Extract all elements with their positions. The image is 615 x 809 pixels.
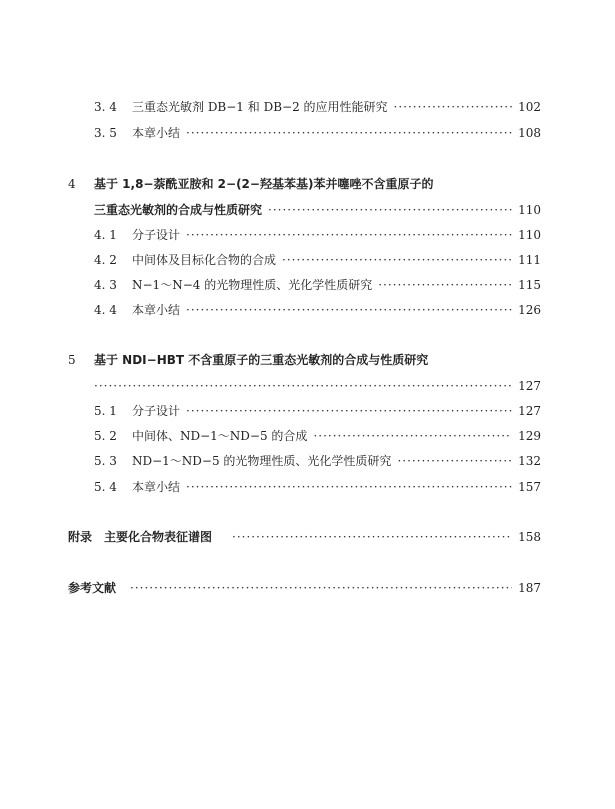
chapter-number: 4 (68, 177, 76, 191)
chapter-title-line1: 基于 1,8−萘酰亚胺和 2−(2−羟基苯基)苯并噻唑不含重原子的 (94, 177, 434, 191)
toc-entry[interactable] (94, 428, 541, 444)
toc-entry[interactable] (94, 99, 541, 115)
entry-number: 5. 1 (94, 404, 117, 418)
toc-entry[interactable] (94, 302, 541, 318)
entry-page: 132 (518, 454, 541, 468)
entry-number: 3. 4 (94, 100, 117, 114)
entry-title: 分子设计 (132, 228, 181, 242)
dot-leader (186, 227, 512, 243)
entry-page: 127 (518, 404, 541, 418)
entry-page: 110 (518, 203, 541, 217)
entry-number: 5. 2 (94, 429, 117, 443)
toc-entry[interactable] (94, 479, 541, 495)
entry-number: 4. 2 (94, 253, 117, 267)
entry-page: 108 (518, 126, 541, 140)
entry-number: 5. 3 (94, 454, 117, 468)
toc-entry[interactable] (94, 125, 541, 141)
entry-title: 中间体、ND−1～ND−5 的合成 (132, 429, 308, 443)
dot-leader (397, 453, 512, 469)
chapter-heading-continued[interactable] (94, 378, 541, 394)
references-entry[interactable] (68, 580, 541, 596)
entry-number: 3. 5 (94, 126, 117, 140)
entry-page: 102 (518, 100, 541, 114)
toc-entry[interactable] (94, 403, 541, 419)
references-title: 参考文献 (68, 581, 117, 595)
dot-leader (268, 202, 512, 218)
dot-leader (130, 580, 512, 596)
toc-entry[interactable] (94, 453, 541, 469)
appendix-entry[interactable] (68, 529, 541, 545)
entry-page: 110 (518, 228, 541, 242)
entry-title: 分子设计 (132, 404, 181, 418)
entry-page: 187 (518, 581, 541, 595)
chapter-heading-continued[interactable] (94, 202, 541, 218)
entry-title: ND−1～ND−5 的光物理性质、光化学性质研究 (132, 454, 392, 468)
dot-leader (186, 302, 512, 318)
entry-number: 4. 4 (94, 303, 117, 317)
dot-leader (394, 99, 513, 115)
dot-leader (313, 428, 512, 444)
entry-title: 本章小结 (132, 480, 181, 494)
entry-page: 126 (518, 303, 541, 317)
dot-leader (282, 252, 512, 268)
entry-title: 三重态光敏剂 DB−1 和 DB−2 的应用性能研究 (132, 100, 388, 114)
entry-page: 158 (518, 530, 541, 544)
dot-leader (186, 479, 512, 495)
entry-page: 129 (518, 429, 541, 443)
chapter-title-line1: 基于 NDI−HBT 不含重原子的三重态光敏剂的合成与性质研究 (94, 353, 429, 367)
entry-page: 127 (518, 379, 541, 393)
chapter-heading[interactable] (68, 352, 541, 368)
toc-entry[interactable] (94, 227, 541, 243)
dot-leader (94, 378, 512, 394)
entry-title: 本章小结 (132, 126, 181, 140)
entry-page: 157 (518, 480, 541, 494)
toc-entry[interactable] (94, 277, 541, 293)
toc-entry[interactable] (94, 252, 541, 268)
entry-title: N−1～N−4 的光物理性质、光化学性质研究 (132, 278, 373, 292)
entry-page: 115 (518, 278, 541, 292)
entry-title: 本章小结 (132, 303, 181, 317)
entry-number: 4. 1 (94, 228, 117, 242)
entry-number: 5. 4 (94, 480, 117, 494)
appendix-title: 附录 主要化合物表征谱图 (68, 530, 213, 544)
dot-leader (378, 277, 512, 293)
dot-leader (232, 529, 512, 545)
entry-page: 111 (518, 253, 541, 267)
dot-leader (186, 403, 512, 419)
entry-number: 4. 3 (94, 278, 117, 292)
chapter-heading[interactable] (68, 176, 541, 192)
chapter-title-line2: 三重态光敏剂的合成与性质研究 (94, 203, 263, 217)
dot-leader (186, 125, 512, 141)
chapter-number: 5 (68, 353, 76, 367)
entry-title: 中间体及目标化合物的合成 (132, 253, 277, 267)
